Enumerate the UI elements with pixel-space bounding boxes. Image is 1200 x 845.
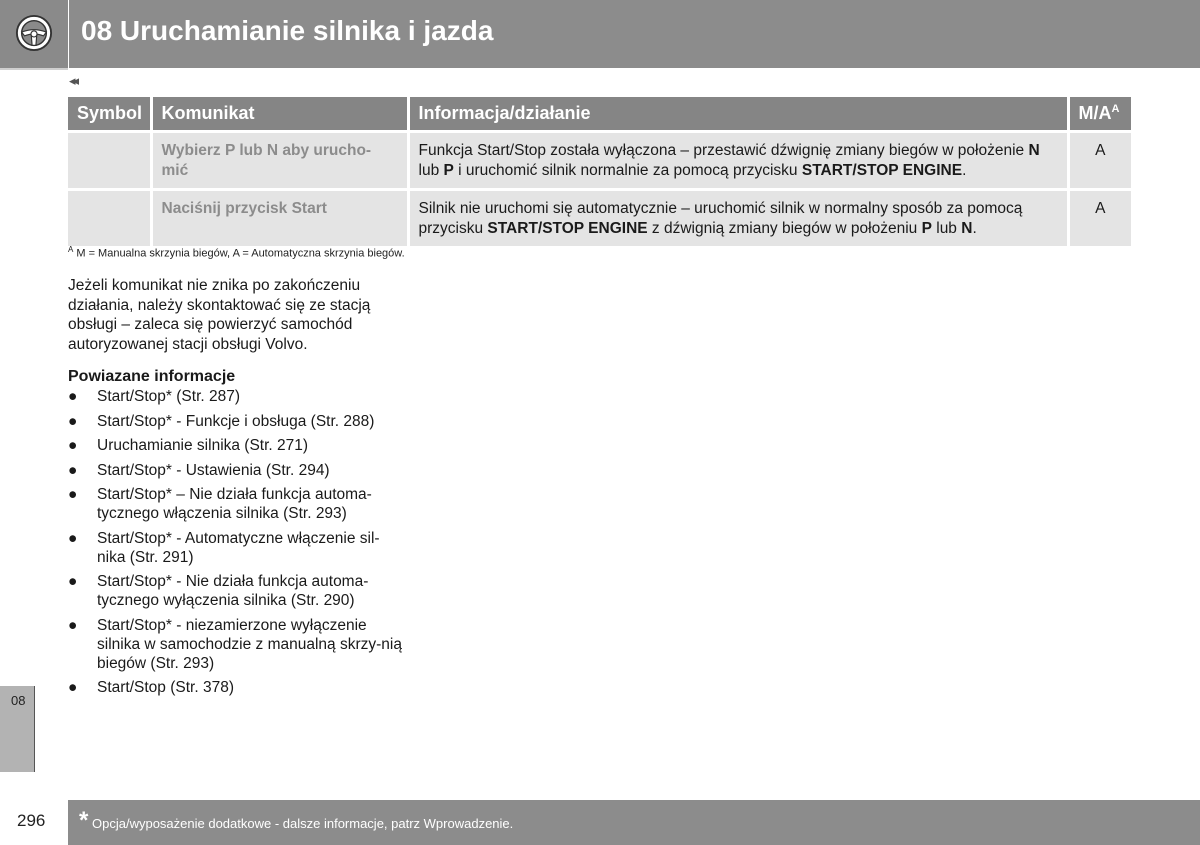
related-link-text: Start/Stop* - Automatyczne włączenie sil-nika (Str. 291)	[97, 529, 380, 566]
related-link[interactable]	[68, 616, 403, 673]
bullet-icon: ●	[68, 679, 78, 696]
bullet-icon: ●	[68, 461, 78, 479]
bullet-icon: ●	[68, 529, 78, 547]
column-header-symbol: Symbol	[68, 97, 151, 132]
related-link-text: Uruchamianie silnika (Str. 271)	[97, 437, 309, 454]
related-link[interactable]	[68, 529, 403, 567]
bullet-icon: ●	[68, 437, 78, 454]
info-emphasis: N	[1028, 142, 1040, 159]
related-link-text: Start/Stop* - Nie działa funkcja automa-tycznego wyłączenia silnika (Str. 290)	[97, 573, 369, 609]
info-text-run: lub	[931, 220, 962, 237]
related-link-text: Start/Stop* - niezamierzone wyłączenie silnika w samochodzie z manualną skrzy-nią biegów (Str. 293)	[97, 616, 402, 672]
message-table	[68, 97, 1131, 246]
info-emphasis: P	[443, 162, 454, 179]
info-text-run: lub	[418, 162, 444, 179]
related-info-list	[68, 387, 403, 703]
related-link-text: Start/Stop* (Str. 287)	[97, 388, 241, 405]
message-cell: Wybierz P lub N aby urucho-mić	[151, 132, 408, 190]
related-info-heading: Powiazane informacje	[68, 368, 236, 385]
table-header-row	[68, 97, 1131, 132]
steering-wheel-icon	[15, 14, 53, 52]
info-cell	[408, 190, 1068, 247]
column-header-info: Informacja/działanie	[408, 97, 1068, 132]
chapter-side-tab[interactable]	[0, 686, 35, 772]
ma-cell: A	[1068, 190, 1131, 247]
info-emphasis: P	[921, 220, 932, 237]
header-divider	[0, 68, 68, 70]
symbol-cell	[68, 190, 151, 247]
info-cell	[408, 132, 1068, 190]
related-link[interactable]	[68, 387, 403, 406]
related-link[interactable]	[68, 485, 403, 523]
column-header-message: Komunikat	[151, 97, 408, 132]
column-header-ma	[1068, 97, 1131, 132]
symbol-cell	[68, 132, 151, 190]
related-link-text: Start/Stop* - Funkcje i obsługa (Str. 288)	[97, 412, 375, 430]
table-row	[68, 132, 1131, 190]
bullet-icon: ●	[68, 486, 78, 503]
footer-note: Opcja/wyposażenie dodatkowe - dalsze informacje, patrz Wprowadzenie.	[92, 816, 514, 831]
related-link[interactable]	[68, 461, 403, 480]
table-row	[68, 190, 1131, 247]
related-link-text: Start/Stop* – Nie działa funkcja automa-tycznego włączenia silnika (Str. 293)	[97, 486, 372, 522]
info-emphasis: START/STOP ENGINE	[801, 162, 963, 179]
body-paragraph: Jeżeli komunikat nie znika po zakończeniu działania, należy skontaktować się ze stacją obsługi – zaleca się powierzyć samochód autoryzowanej stacji obsługi Volvo.	[68, 277, 371, 353]
related-link[interactable]	[68, 678, 403, 697]
continued-marker-icon: ◂◂	[69, 73, 77, 88]
message-cell: Naciśnij przycisk Start	[151, 190, 408, 247]
side-tab-label: 08	[11, 693, 26, 708]
ma-footnote-marker: A	[1111, 103, 1120, 115]
footnote-marker: A	[68, 245, 74, 254]
related-link-text: Start/Stop (Str. 378)	[97, 679, 234, 696]
bullet-icon: ●	[68, 573, 78, 590]
info-text-run: .	[962, 162, 967, 179]
bullet-icon: ●	[68, 616, 78, 634]
page-number: 296	[17, 811, 46, 830]
bullet-icon: ●	[68, 388, 78, 405]
related-link[interactable]	[68, 572, 403, 610]
footnote-text: M = Manualna skrzynia biegów, A = Automatyczna skrzynia biegów.	[76, 247, 405, 260]
related-link[interactable]	[68, 412, 403, 431]
info-text-run: .	[972, 220, 977, 237]
info-text-run: Funkcja Start/Stop została wyłączona – przestawić dźwignię zmiany biegów w położenie	[418, 142, 1029, 159]
chapter-title: 08 Uruchamianie silnika i jazda	[81, 15, 494, 46]
footer-bar	[68, 800, 1200, 845]
info-text-run: i uruchomić silnik normalnie za pomocą przycisku	[453, 162, 802, 179]
bullet-icon: ●	[68, 412, 78, 430]
info-text-run: Silnik nie uruchomi się automatycznie – uruchomić silnik w normalny sposób za pomocą przycisku	[418, 200, 1023, 237]
ma-cell: A	[1068, 132, 1131, 190]
info-emphasis: START/STOP ENGINE	[487, 220, 648, 237]
info-text-run: z dźwignią zmiany biegów w położeniu	[647, 220, 922, 237]
info-emphasis: N	[961, 220, 973, 237]
ma-label: M/A	[1078, 103, 1112, 123]
chapter-icon-box	[0, 0, 68, 68]
related-link[interactable]	[68, 436, 403, 455]
related-link-text: Start/Stop* - Ustawienia (Str. 294)	[97, 461, 330, 479]
chapter-header	[68, 0, 1200, 68]
table-footnote	[68, 245, 405, 260]
asterisk-icon: *	[79, 807, 89, 834]
